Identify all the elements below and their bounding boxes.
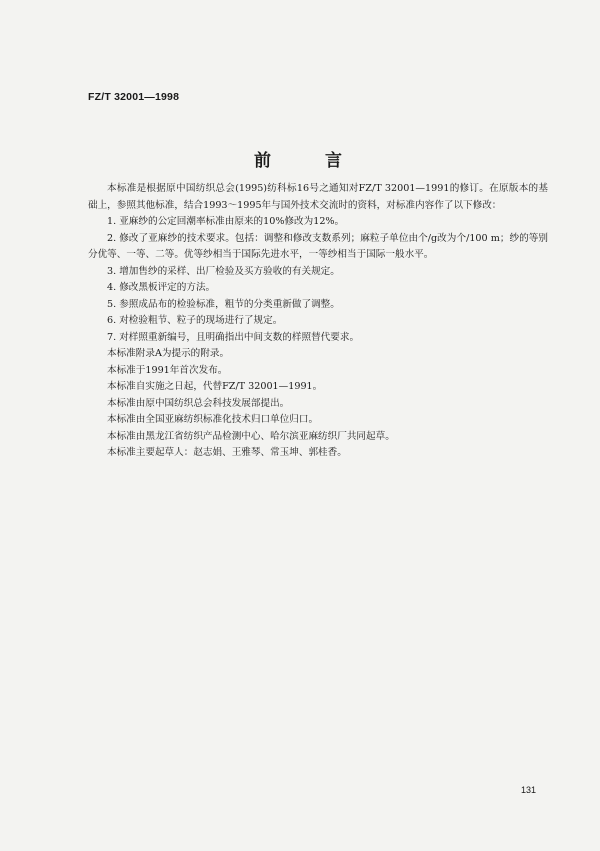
paragraph-item-7: 7. 对样照重新编号，且明确指出中间支数的样照替代要求。	[107, 331, 360, 343]
page-number: 131	[521, 785, 537, 795]
paragraph-item-4: 4. 修改黑板评定的方法。	[107, 282, 216, 293]
paragraph-item-6: 6. 对检验粗节、粒子的现场进行了规定。	[107, 315, 283, 326]
paragraph-proposed-by: 本标准由原中国纺织总会科技发展部提出。	[107, 397, 290, 409]
foreword-body	[88, 181, 548, 462]
paragraph-intro: 本标准是根据原中国纺织总会(1995)纺科标16号之通知对FZ/T 32001—1991的修订。在原版本的基础上，参照其他标准，结合1993～1995年与国外技术交流时的资料，对标准内容作了以下修改：	[88, 183, 548, 211]
paragraph-item-3: 3. 增加售纱的采样、出厂检验及买方验收的有关规定。	[107, 265, 340, 277]
paragraph-item-1: 1. 亚麻纱的公定回潮率标准由原来的10%修改为12%。	[107, 216, 345, 227]
paragraph-item-2: 2. 修改了亚麻纱的技术要求。包括：调整和修改支数系列；麻粒子单位由个/g改为个/100 m；纱的等别分优等、一等、二等。优等纱相当于国际先进水平，一等纱相当于国际一般水平。	[88, 232, 548, 260]
page-title: 前 言	[254, 151, 366, 171]
paragraph-item-5: 5. 参照成品布的检验标准，粗节的分类重新做了调整。	[107, 298, 340, 310]
paragraph-supersedes: 本标准自实施之日起，代替FZ/T 32001—1991。	[107, 381, 323, 392]
paragraph-drafters: 本标准主要起草人：赵志娟、王雅琴、常玉坤、郭桂香。	[107, 447, 347, 458]
standard-code: FZ/T 32001—1998	[88, 91, 180, 103]
paragraph-appendix: 本标准附录A为提示的附录。	[107, 348, 230, 359]
paragraph-first-issue: 本标准于1991年首次发布。	[107, 364, 228, 376]
paragraph-centralized-by: 本标准由全国亚麻纺织标准化技术归口单位归口。	[107, 414, 319, 425]
paragraph-drafted-by: 本标准由黑龙江省纺织产品检测中心、哈尔滨亚麻纺织厂共同起草。	[107, 430, 395, 442]
